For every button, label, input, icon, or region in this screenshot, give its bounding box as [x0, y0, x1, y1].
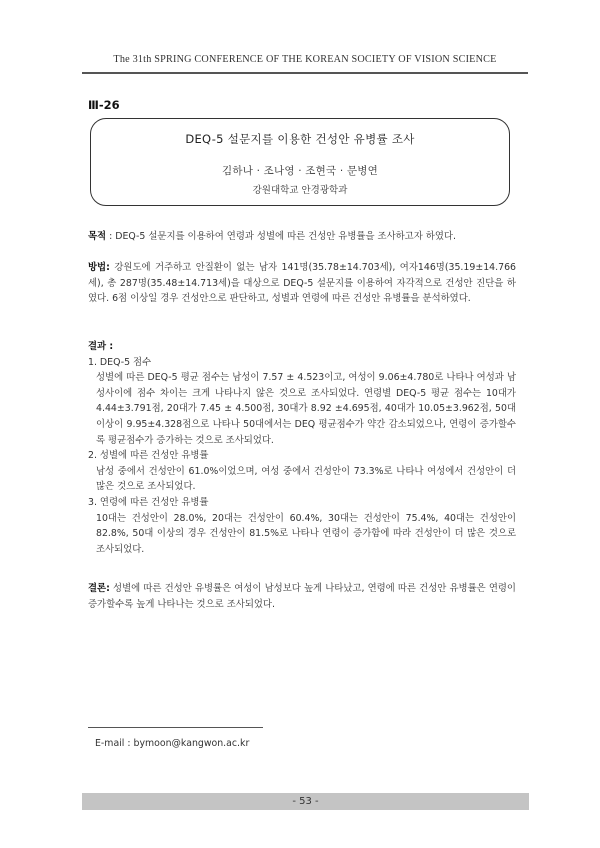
purpose-section [88, 229, 516, 245]
conclusion-label: 결론: [88, 583, 110, 594]
header-rule [82, 72, 528, 74]
purpose-text: : DEQ-5 설문지를 이용하여 연령과 성별에 따른 건성안 유병률을 조사하고자 하였다. [106, 231, 456, 242]
affiliation: 강원대학교 안경광학과 [252, 185, 348, 196]
results-text-1: 성별에 따른 DEQ-5 평균 점수는 남성이 7.57 ± 4.523이고, 여성이 9.06±4.780로 나타나 여성과 남성사이에 점수 차이는 크게 나타나지 않은 것으로 조사되었다. 연령별 DEQ-5 평균 점수는 10대가 4.44±3.791점, 20대가 7.45 ± 4.500점, 30대가 8.92 ±4.695점, 40대가 10.05±3.962점, 50대이상이 9.95±4.328점으로 나타나 50대에서는 DEQ 평균점수가 약간 감소되었으나, 연령이 증가할수록 평균점수가 증가하는 것으로 조사되었다. [96, 372, 516, 446]
results-heading-2: 2. 성별에 따른 건성안 유병률 [88, 450, 209, 462]
results-text-3: 10대는 건성안이 28.0%, 20대는 건성안이 60.4%, 30대는 건성안이 75.4%, 40대는 건성안이 82.8%, 50대 이상의 경우 건성안이 81.5%로 나타나 연령이 증가함에 따라 건성안이 더 많은 것으로 조사되었다. [96, 512, 516, 555]
page-number: - 53 - [292, 796, 319, 807]
results-text-2: 남성 중에서 건성안이 61.0%이었으며, 여성 중에서 건성안이 73.3%로 나타나 여성에서 건성안이 더 많은 것으로 조사되었다. [96, 465, 516, 493]
title-box [90, 118, 510, 206]
footnote-email: E-mail : bymoon@kangwon.ac.kr [95, 738, 250, 749]
page-number-bar [82, 793, 529, 810]
purpose-label: 목적 [88, 231, 107, 242]
results-section [88, 339, 516, 557]
results-heading-3: 3. 연령에 따른 건성안 유병률 [88, 496, 209, 508]
results-heading-1: 1. DEQ-5 점수 [88, 356, 152, 368]
abstract-id: Ⅲ-26 [88, 98, 120, 112]
results-label: 결과 : [88, 341, 114, 352]
conclusion-section [88, 581, 516, 612]
methods-section [88, 260, 516, 307]
conference-header: The 31th SPRING CONFERENCE OF THE KOREAN SOCIETY OF VISION SCIENCE [113, 54, 497, 65]
paper-title: DEQ-5 설문지를 이용한 건성안 유병률 조사 [185, 132, 415, 146]
methods-label: 방법: [88, 262, 110, 273]
conclusion-text: 성별에 따른 건성안 유병률은 여성이 남성보다 높게 나타났고, 연령에 따른 건성안 유병률은 연령이 증가할수록 높게 나타나는 것으로 조사되었다. [88, 583, 516, 610]
footnote-rule [88, 727, 263, 728]
methods-text: 강원도에 거주하고 안질환이 없는 남자 141명(35.78±14.703세), 여자146명(35.19±14.766세), 총 287명(35.48±14.713세)을 대상으로 DEQ-5 설문지를 이용하여 자각적으로 건성안 진단을 하였다. 6점 이상일 경우 건성안으로 판단하고, 성별과 연령에 따른 건성안 유병률을 분석하였다. [88, 262, 516, 305]
authors: 김하나 · 조나영 · 조현국 · 문병연 [222, 165, 378, 177]
